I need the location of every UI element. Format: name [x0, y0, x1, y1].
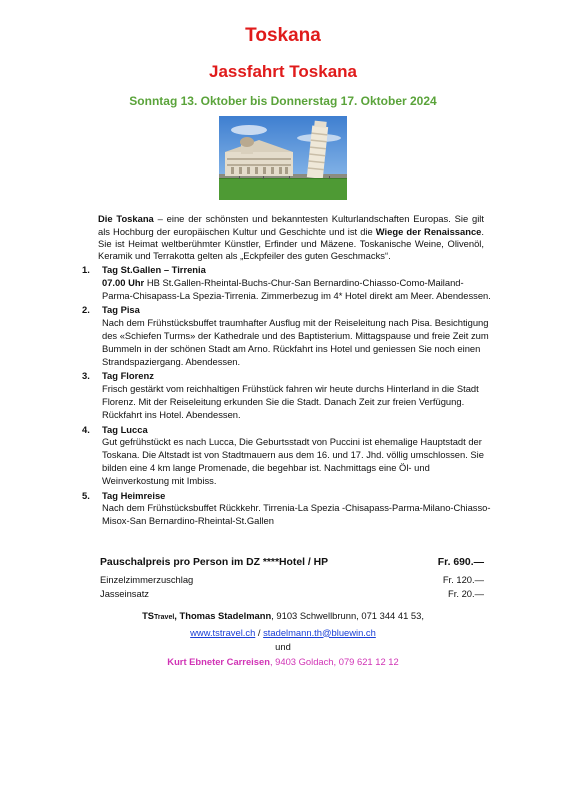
day-heading: Tag Heimreise: [102, 489, 166, 501]
website-link[interactable]: www.tstravel.ch: [190, 626, 256, 638]
day-number: 2.: [82, 304, 90, 316]
day-text: HB St.Gallen-Rheintal-Buchs-Chur-San Bernardino-Chiasso-Como-Mailand-Parma-Chisapass-La Spezia-Tirrenia. Zimmerbezug im 4* Hotel direkt am Meer. Abendessen.: [102, 276, 491, 301]
contact-address: , 9103 Schwellbrunn, 071 344 41 53,: [271, 610, 424, 621]
price-row-main: [100, 556, 484, 573]
partner-name: Kurt Ebneter Carreisen: [167, 655, 270, 667]
day-heading: Tag Florenz: [102, 370, 154, 382]
email-link[interactable]: stadelmann.th@bluewin.ch: [263, 626, 376, 638]
day-time: 07.00 Uhr: [102, 276, 145, 288]
price-row: [100, 587, 484, 601]
price-label: Pauschalpreis pro Person im DZ ****Hotel / HP: [100, 557, 329, 568]
intro-text-1: – eine der schönsten und bekanntesten Kulturlandschaften Europas. Sie gilt als Hochburg der europäischen Kultur und Geschichte und ist die: [98, 213, 484, 237]
and-text: und: [275, 641, 291, 652]
day-text: Frisch gestärkt vom reichhaltigen Frühstück fahren wir heute durchs Hinterland in die Stadt Florenz. Mit der Reiseleitung erkunden Sie die Stadt. Danach Zeit zur freien Verfügung. Rückfahrt ins Hotel. Abendessen.: [102, 383, 479, 420]
intro-paragraph: [98, 213, 484, 262]
partner-details: , 9403 Goldach, 079 621 12 12: [269, 655, 399, 667]
intro-text-2: . Sie ist Heimat weltberühmter Künstler, Erfinder und Mäzene. Toskanische Weine, Olivenöl, Keramik und Terrakotta gelten als „Eckpfeiler des guten Geschmacks“.: [98, 225, 484, 261]
day-heading: Tag St.Gallen – Tirrenia: [102, 264, 206, 275]
price-value: Fr. 20.—: [448, 588, 484, 599]
day-heading: Tag Pisa: [102, 304, 140, 316]
day-text: Nach dem Frühstücksbuffet traumhafter Ausflug mit der Reiseleitung nach Pisa. Besichtigung des «Schiefen Turms» der Kathedrale und des Baptisterium. Mittagspause und freie Zeit zum Bummeln in der schönen Stadt am Arno. Rückfahrt ins Hotel und geniessen Sie noch einen Strandspaziergang. Abendessen.: [102, 317, 489, 367]
contact-line: [0, 609, 566, 626]
itinerary-day: [82, 490, 492, 528]
price-value: Fr. 690.—: [437, 557, 484, 568]
day-number: 3.: [82, 370, 90, 382]
itinerary-day: [82, 264, 492, 302]
day-number: 1.: [82, 264, 90, 275]
trip-dates: Sonntag 13. Oktober bis Donnerstag 17. Oktober 2024: [129, 94, 437, 108]
itinerary-day: [82, 304, 492, 368]
price-label: Einzelzimmerzuschlag: [100, 574, 194, 585]
day-text: Nach dem Frühstücksbuffet Rückkehr. Tirrenia-La Spezia -Chisapass-Parma-Milano-Chiasso-Misox-San Bernardino-Rheintal-St.Gallen: [102, 502, 491, 527]
itinerary-day: [82, 370, 492, 421]
day-text: Gut gefrühstückt es nach Lucca, Die Geburtsstadt von Puccini ist ehemalige Hauptstadt der Toskana. Die Altstadt ist von Stadtmauern aus dem 16. und 17. Jhd. völlig umschlossen. Sie bilden eine 4 km lange Promenade, die begehbar ist. Nachmittags eine Öl- und Weinverkostung mit Imbiss.: [102, 436, 484, 486]
brand-travel: Travel: [154, 614, 175, 621]
intro-highlight: Wiege der Renaissance: [375, 225, 482, 237]
price-table: [100, 556, 484, 601]
itinerary-day: [82, 424, 492, 488]
brand-ts: TS: [142, 610, 155, 621]
price-value: Fr. 120.—: [442, 574, 484, 585]
contact-block: [0, 609, 566, 669]
link-separator: /: [255, 626, 264, 638]
itinerary-list: [82, 264, 492, 530]
pisa-photo: [219, 116, 347, 200]
page-title: Toskana: [245, 25, 321, 46]
intro-lead: Die Toskana: [98, 213, 154, 225]
day-heading: Tag Lucca: [102, 423, 148, 435]
contact-name: , Thomas Stadelmann: [174, 610, 272, 621]
contact-links: [0, 626, 566, 641]
page-subtitle: Jassfahrt Toskana: [208, 62, 358, 81]
partner-line: [0, 655, 566, 670]
price-label: Jasseinsatz: [100, 588, 149, 599]
day-number: 5.: [82, 489, 90, 501]
price-row: [100, 573, 484, 587]
day-number: 4.: [82, 423, 90, 435]
